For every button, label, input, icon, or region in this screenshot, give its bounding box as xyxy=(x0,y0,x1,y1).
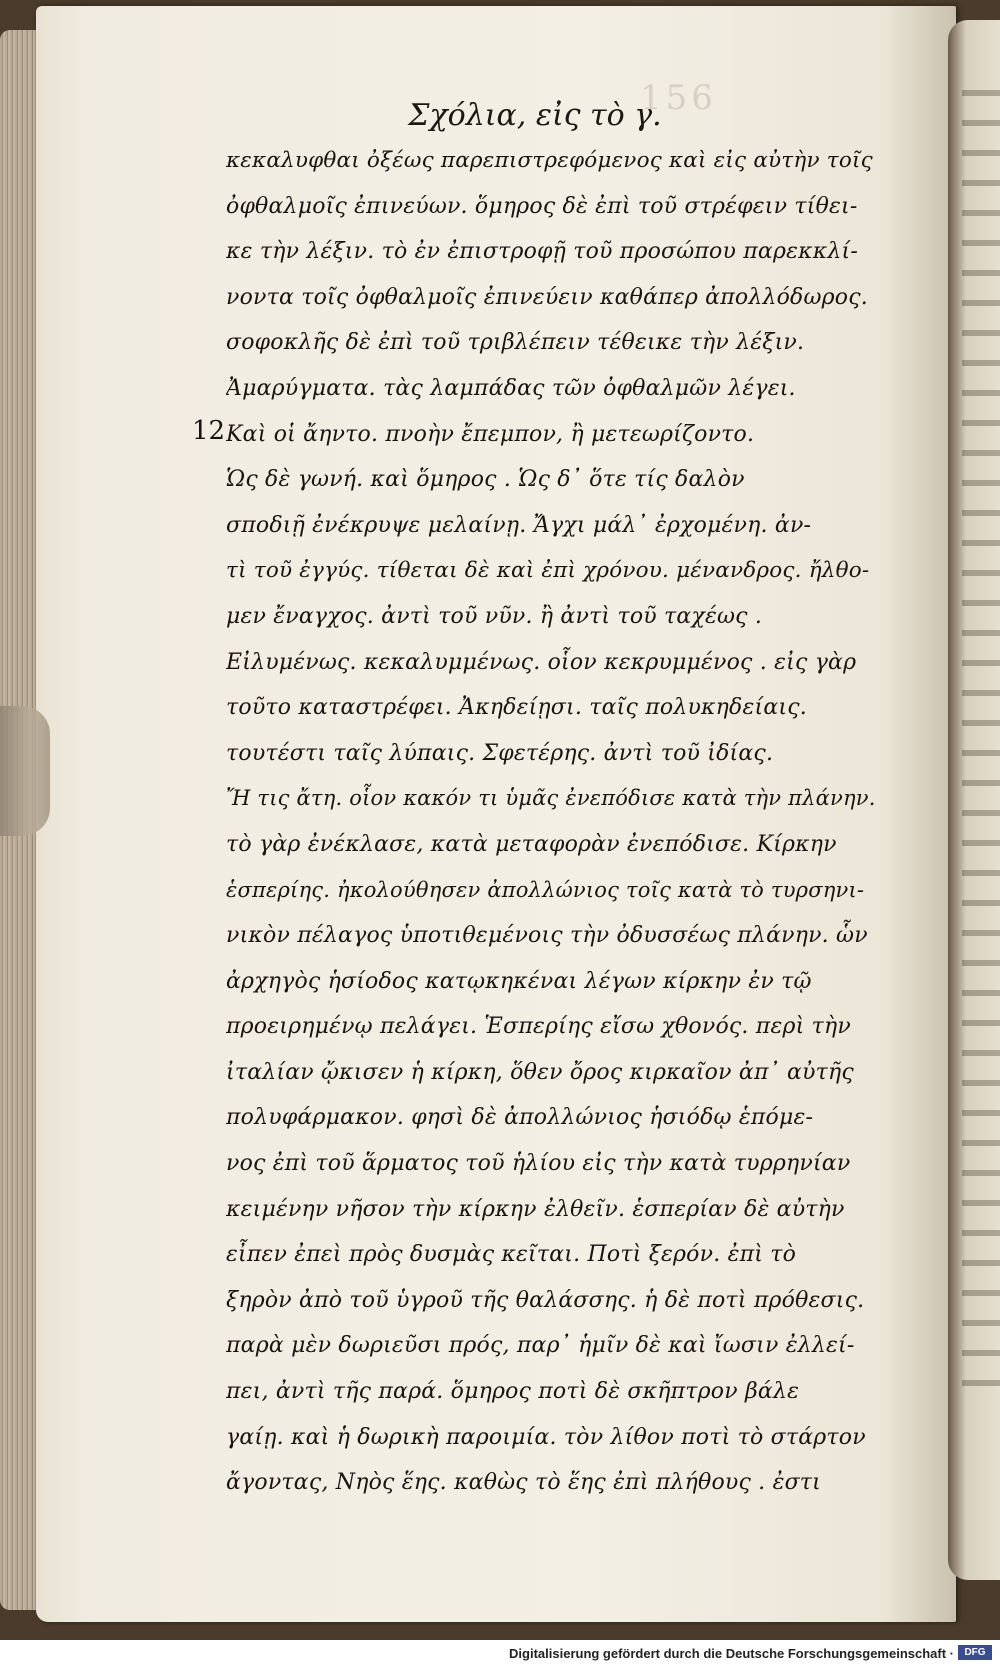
text-line: κεκαλυφθαι ὀξέως παρεπιστρεφόμενος καὶ εἰς αὐτὴν τοῖς xyxy=(226,148,873,173)
text-line: κειμένην νῆσον τὴν κίρκην ἐλθεῖν. ἑσπερίαν δὲ αὐτὴν xyxy=(226,1196,845,1222)
dfg-logo: DFG xyxy=(958,1645,992,1660)
text-line: ἄγοντας, Νηὸς ἕης. καθὼς τὸ ἕης ἐπὶ πλήθους . ἐστι xyxy=(226,1470,821,1496)
text-line: νος ἐπὶ τοῦ ἅρματος τοῦ ἡλίου εἰς τὴν κατὰ τυρρηνίαν xyxy=(226,1151,851,1177)
text-line: Εἰλυμένως. κεκαλυμμένως. οἷον κεκρυμμένος . εἰς γὰρ xyxy=(226,649,857,675)
text-line: τουτέστι ταῖς λύπαις. Σφετέρης. ἀντὶ τοῦ ἰδίας. xyxy=(226,740,774,766)
text-line: σοφοκλῆς δὲ ἐπὶ τοῦ τριβλέπειν τέθεικε τὴν λέξιν. xyxy=(226,330,805,356)
text-line: ὀφθαλμοῖς ἐπινεύων. ὅμηρος δὲ ἐπὶ τοῦ στρέφειν τίθει- xyxy=(226,193,858,219)
text-line: τὸ γὰρ ἐνέκλασε, κατὰ μεταφορὰν ἐνεπόδισε. Κίρκην xyxy=(226,831,837,857)
text-line: νικὸν πέλαγος ὑποτιθεμένοις τὴν ὀδυσσέως πλάνην. ὧν xyxy=(226,923,868,949)
text-line: τὶ τοῦ ἐγγύς. τίθεται δὲ καὶ ἐπὶ χρόνου. μένανδρος. ἤλθο- xyxy=(226,558,870,584)
text-line: γαίῃ. καὶ ἡ δωρικὴ παροιμία. τὸν λίθον ποτὶ τὸ στάρτον xyxy=(226,1424,866,1450)
text-line: Ὡς δὲ γωνή. καὶ ὅμηρος . Ὡς δ᾽ ὅτε τίς δαλὸν xyxy=(226,467,745,493)
text-line: παρὰ μὲν δωριεῦσι πρός, παρ᾽ ἡμῖν δὲ καὶ ἴωσιν ἐλλεί- xyxy=(226,1333,855,1359)
text-line: ἰταλίαν ᾤκισεν ἡ κίρκη, ὅθεν ὄρος κιρκαῖον ἀπ᾽ αὐτῆς xyxy=(226,1059,854,1085)
funding-credit: Digitalisierung gefördert durch die Deutsche Forschungsgemeinschaft · xyxy=(509,1646,954,1661)
text-line: πολυφάρμακον. φησὶ δὲ ἀπολλώνιος ἡσιόδῳ ἑπόμε- xyxy=(226,1105,814,1131)
text-line: Ἀμαρύγματα. τὰς λαμπάδας τῶν ὀφθαλμῶν λέγει. xyxy=(226,375,796,401)
margin-line-number: 12 xyxy=(192,416,226,446)
facing-page-text-bleed xyxy=(962,90,1000,1410)
text-line: ἑσπερίης. ἠκολούθησεν ἀπολλώνιος τοῖς κατὰ τὸ τυρσηνι- xyxy=(226,877,865,902)
text-line: κε τὴν λέξιν. τὸ ἐν ἐπιστροφῇ τοῦ προσώπου παρεκκλί- xyxy=(226,239,858,265)
bleed-through-page-number: 156 xyxy=(640,78,717,118)
text-line: σποδιῇ ἐνέκρυψε μελαίνῃ. Ἄγχι μάλ᾽ ἐρχομένη. ἀν- xyxy=(226,512,812,538)
text-line: νοντα τοῖς ὀφθαλμοῖς ἐπινεύειν καθάπερ ἀπολλόδωρος. xyxy=(226,284,868,310)
text-line: Ἤ τις ἄτη. οἷον κακόν τι ὑμᾶς ἐνεπόδισε κατὰ τὴν πλάνην. xyxy=(226,786,876,811)
text-block xyxy=(226,138,876,1506)
text-line: τοῦτο καταστρέφει. Ἀκηδείῃσι. ταῖς πολυκηδείαις. xyxy=(226,695,807,721)
text-line: μεν ἔναγχος. ἀντὶ τοῦ νῦν. ἢ ἀντὶ τοῦ ταχέως . xyxy=(226,603,763,629)
text-line: πει, ἀντὶ τῆς παρά. ὅμηρος ποτὶ δὲ σκῆπτρον βάλε xyxy=(226,1379,800,1405)
text-line: ξηρὸν ἀπὸ τοῦ ὑγροῦ τῆς θαλάσσης. ἡ δὲ ποτὶ πρόθεσις. xyxy=(226,1287,865,1313)
clamp-tab xyxy=(0,706,50,836)
text-line: Καὶ οἱ ἄηντο. πνοὴν ἔπεμπον, ἢ μετεωρίζοντο. xyxy=(226,421,755,447)
text-line: προειρημένῳ πελάγει. Ἑσπερίης εἴσω χθονός. περὶ τὴν xyxy=(226,1014,851,1040)
text-line: ἀρχηγὸς ἡσίοδος κατῳκηκέναι λέγων κίρκην ἐν τῷ xyxy=(226,968,812,994)
running-head: Σχόλια, εἰς τὸ γ. xyxy=(408,98,662,133)
text-line: εἶπεν ἐπεὶ πρὸς δυσμὰς κεῖται. Ποτὶ ξερόν. ἐπὶ τὸ xyxy=(226,1242,797,1268)
